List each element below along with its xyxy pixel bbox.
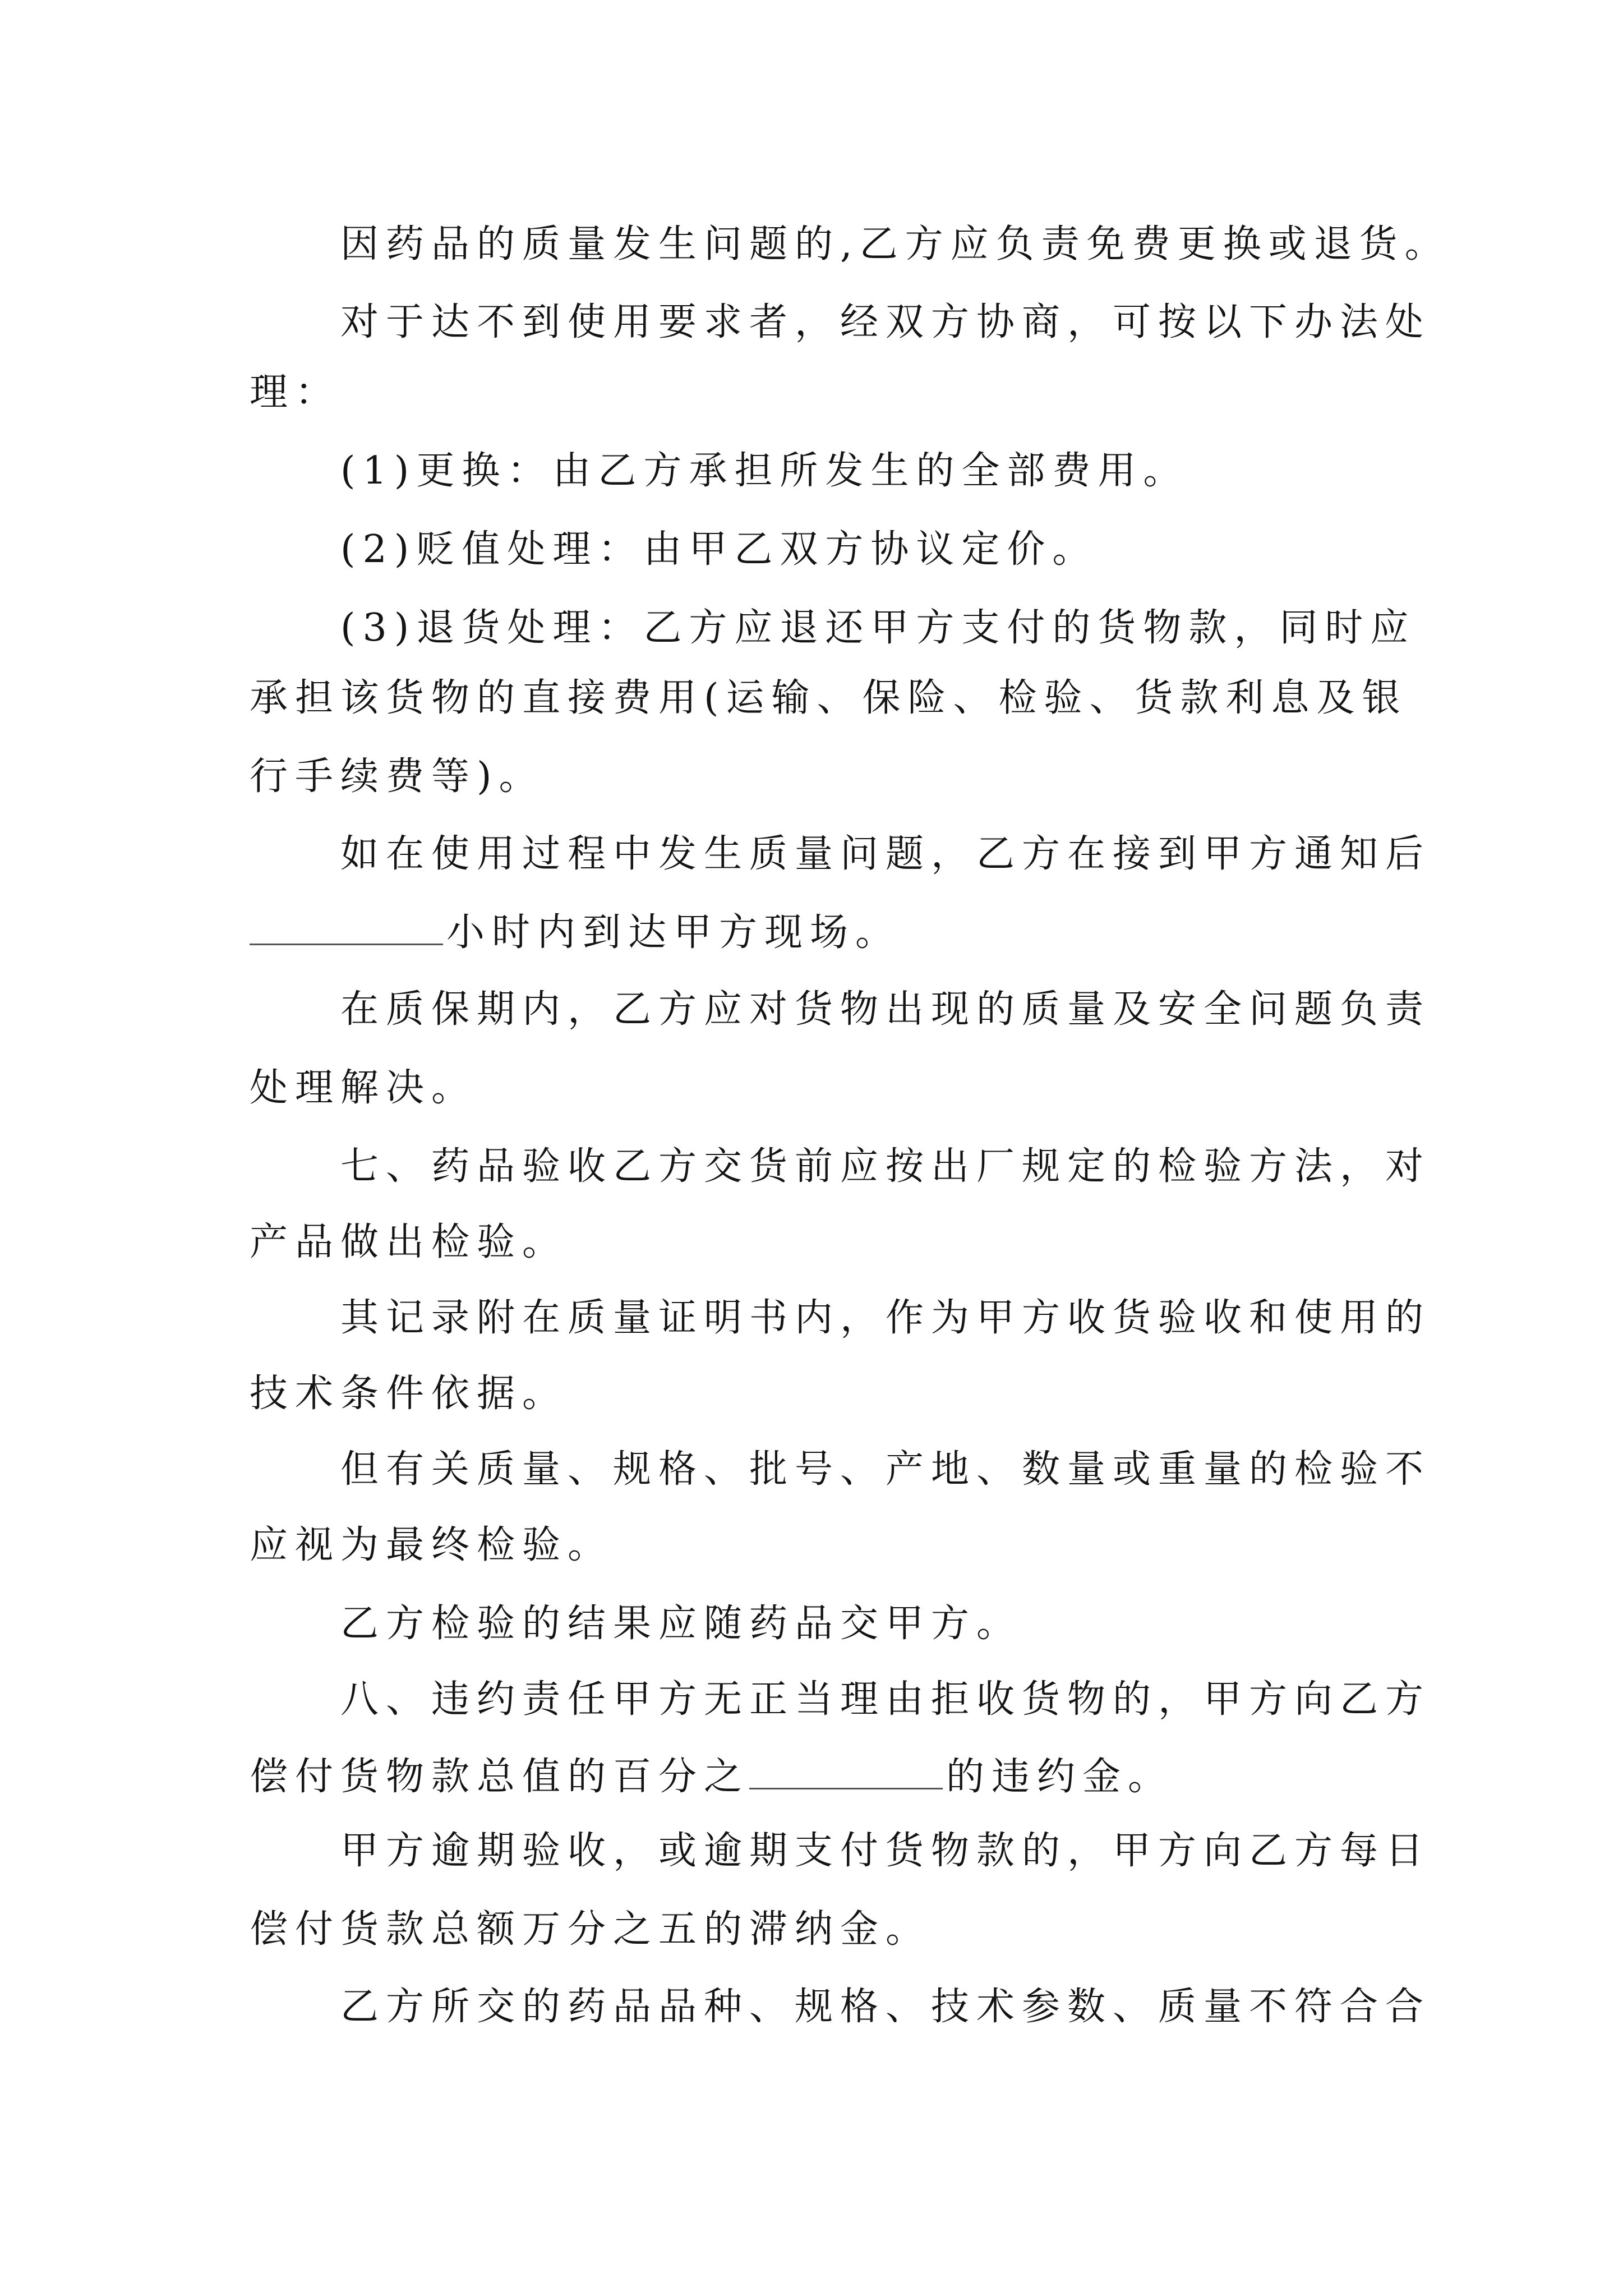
text-line: 偿付货款总额万分之五的滞纳金。 [250, 1907, 932, 1952]
text-line: (1)更换：由乙方承担所发生的全部费用。 [340, 449, 1189, 493]
text-line: 承担该货物的直接费用(运输、保险、检验、货款利息及银 [250, 676, 1408, 720]
text-line: 如在使用过程中发生质量问题，乙方在接到甲方通知后 [340, 832, 1431, 876]
text-line: 对于达不到使用要求者，经双方协商，可按以下办法处 [340, 300, 1431, 344]
blank-percent-field [749, 1753, 943, 1789]
text-line: 乙方所交的药品品种、规格、技术参数、质量不符合合 [340, 1985, 1431, 2029]
text-line: 但有关质量、规格、批号、产地、数量或重量的检验不 [340, 1447, 1431, 1492]
text-line: 八、违约责任甲方无正当理由拒收货物的，甲方向乙方 [340, 1677, 1431, 1722]
text-line: 乙方检验的结果应随药品交甲方。 [340, 1602, 1022, 1646]
text-fragment: 的违约金。 [946, 1755, 1174, 1799]
text-line: 甲方逾期验收，或逾期支付货物款的，甲方向乙方每日 [340, 1829, 1431, 1873]
text-line: 行手续费等)。 [250, 754, 545, 799]
text-line: (2)贬值处理：由甲乙双方协议定价。 [340, 527, 1098, 572]
text-line: (3)退货处理：乙方应退还甲方支付的货物款，同时应 [340, 606, 1416, 650]
text-line: 在质保期内，乙方应对货物出现的质量及安全问题负责 [340, 987, 1431, 1032]
text-line: 七、药品验收乙方交货前应按出厂规定的检验方法，对 [340, 1144, 1431, 1189]
text-line: 因药品的质量发生问题的,乙方应负责免费更换或退货。 [340, 222, 1450, 266]
text-line: 其记录附在质量证明书内，作为甲方收货验收和使用的 [340, 1296, 1431, 1340]
text-line: 技术条件依据。 [250, 1372, 568, 1416]
text-line: 理： [250, 370, 341, 415]
text-line-with-blank [250, 909, 901, 955]
text-line: 应视为最终检验。 [250, 1523, 614, 1567]
text-line: 处理解决。 [250, 1066, 477, 1110]
text-fragment: 小时内到达甲方现场。 [446, 910, 901, 955]
text-line: 产品做出检验。 [250, 1220, 568, 1264]
text-line-with-blank [250, 1753, 1173, 1800]
text-fragment: 偿付货物款总值的百分之 [250, 1755, 750, 1799]
blank-hours-field [250, 909, 443, 945]
